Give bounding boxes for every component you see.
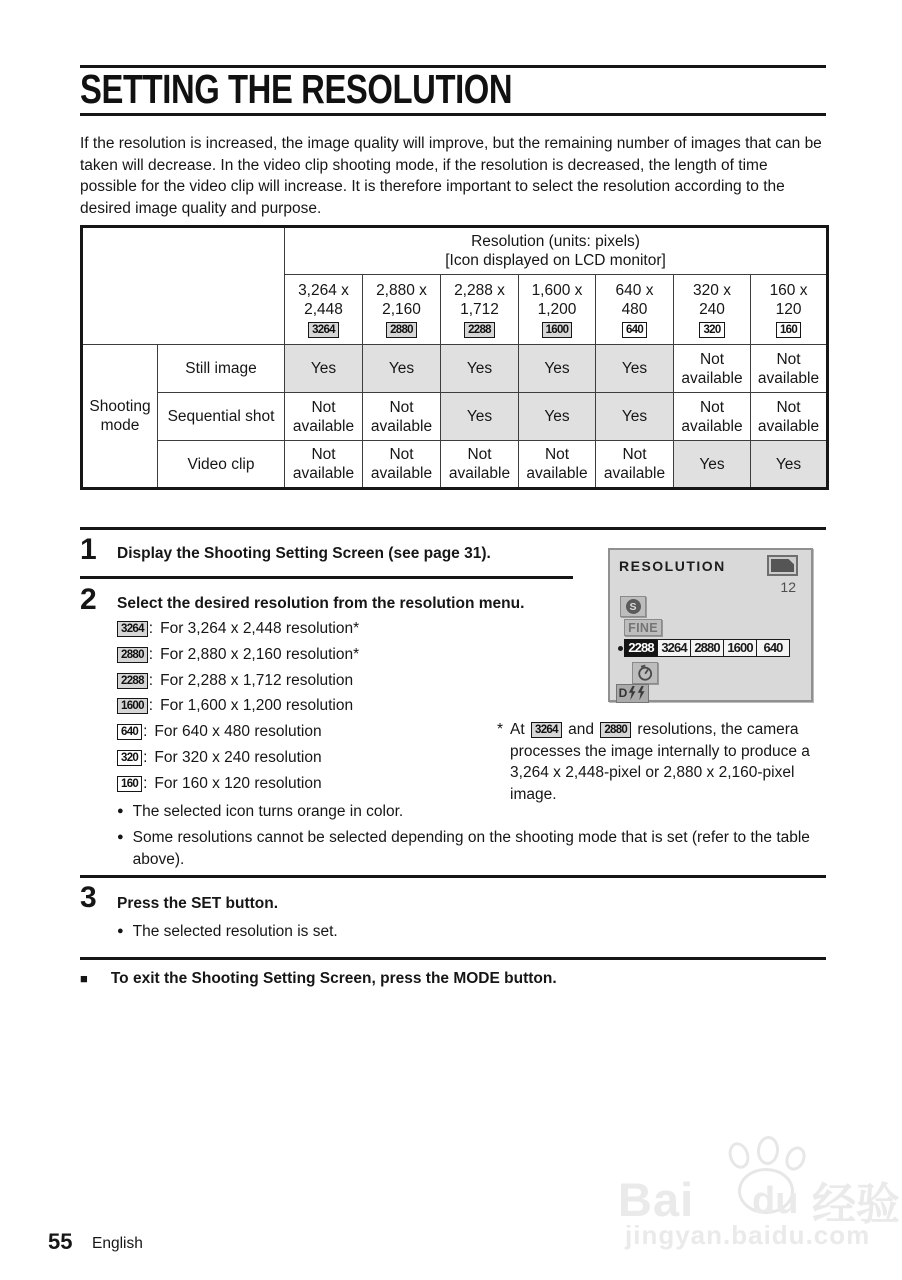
menu-item-2880: 2880 [690,639,724,657]
table-cell: Not available [674,393,751,441]
table-cell: Yes [441,345,519,393]
step2-heading: Select the desired resolution from the resolution menu. [117,595,525,612]
option-text: For 1,600 x 1,200 resolution [160,697,354,715]
resolution-3264-icon: 3264 [117,621,148,637]
watermark-brand-cn: 经验 [812,1180,900,1229]
bullet-icon: ● [117,925,124,937]
bullet-text: The selected icon turns orange in color. [132,803,404,820]
scene-letter: S [626,599,641,614]
column-res-line1: 2,288 x [454,281,505,299]
resolution-option [117,670,359,696]
resolution-option [117,644,359,670]
column-res-line1: 640 x [615,281,654,299]
self-timer-icon [632,662,658,684]
option-text: For 320 x 240 resolution [154,748,322,766]
exit-note [80,968,826,989]
clock-glyph [636,664,654,682]
section-rule [80,527,826,530]
image-quality-fine-label: FINE [624,619,662,636]
column-res-line2: 2,160 [382,300,421,318]
table-cell: Not available [285,393,363,441]
table-cell: Not available [285,441,363,489]
column-res-line2: 120 [775,300,802,318]
step1-heading: Display the Shooting Setting Screen (see page 31). [117,545,491,562]
step3-number: 3 [80,881,97,914]
resolution-1600-icon: 1600 [542,322,573,338]
table-cell: Yes [363,345,441,393]
resolution-option [117,721,359,747]
resolution-320-icon: 320 [117,750,142,766]
table-cell: Yes [519,345,596,393]
colon: : [148,671,154,689]
flash-letter: D [618,686,628,700]
page-title: SETTING THE RESOLUTION [80,66,513,112]
section-rule [80,957,826,960]
colon: : [148,620,154,637]
column-res-line2: 240 [699,300,725,318]
footnote-conj: and [568,721,594,738]
table-cell: Not available [363,441,441,489]
selection-dot-icon [618,646,623,651]
watermark-brand-latin: Bai [618,1173,695,1226]
resolution-2880-icon: 2880 [386,322,417,338]
flash-bolts-glyph [628,686,646,701]
table-cell: Not available [441,441,519,489]
table-corner-cell [82,227,285,345]
table-cell: Yes [674,441,751,489]
footnote [497,719,837,805]
resolution-menu-row [618,639,790,657]
colon: : [143,748,148,766]
menu-item-2288: 2288 [624,639,658,657]
row-label: Video clip [158,441,285,489]
step-divider-rule [80,576,573,579]
column-res-line2: 480 [621,300,648,318]
watermark-brand-latin2: du [752,1180,799,1222]
flash-menu-icon [616,684,649,703]
step1-number: 1 [80,533,97,566]
resolution-option-list [117,618,359,799]
bullet-text: The selected resolution is set. [132,923,338,940]
table-cell: Yes [596,345,674,393]
bullet-icon: ● [117,831,124,844]
column-res-line2: 1,712 [460,300,499,318]
paw-toe-icon [725,1140,752,1172]
resolution-640-icon: 640 [622,322,647,338]
menu-item-3264: 3264 [657,639,691,657]
row-label: Sequential shot [158,393,285,441]
column-header [285,275,363,345]
table-cell: Not available [674,345,751,393]
column-res-line1: 320 x [693,281,731,299]
exit-note-text: To exit the Shooting Setting Screen, press the MODE button. [110,970,557,987]
colon: : [143,723,148,741]
column-res-line1: 3,264 x [298,281,349,299]
option-text: For 2,880 x 2,160 resolution* [160,645,360,663]
step3-heading: Press the SET button. [117,895,279,912]
table-cell: Yes [285,345,363,393]
table-cell: Not available [751,393,828,441]
step3-bullet-list [117,921,829,947]
resolution-2880-icon: 2880 [117,647,148,663]
column-header [751,275,828,345]
paw-toe-icon [782,1143,810,1174]
footnote-lead: At [510,721,525,738]
scene-mode-icon [620,596,646,617]
bullet-item [117,921,829,943]
resolution-320-icon: 320 [699,322,724,338]
column-header [519,275,596,345]
column-header [674,275,751,345]
table-cell: Yes [519,393,596,441]
resolution-option [117,747,359,773]
resolution-2288-icon: 2288 [117,673,148,689]
resolution-3264-icon: 3264 [531,722,562,738]
row-label: Still image [158,345,285,393]
battery-fill [771,559,794,572]
page-language: English [92,1235,143,1252]
menu-item-640: 640 [756,639,790,657]
title-bottom-rule [80,113,826,116]
resolution-640-icon: 640 [117,724,142,740]
paw-toe-icon [756,1135,780,1166]
table-header-title-line1: Resolution (units: pixels) [471,233,640,250]
battery-icon [767,555,798,576]
resolution-table [80,225,826,490]
table-cell: Yes [596,393,674,441]
column-res-line2: 2,448 [304,300,343,318]
table-cell: Not available [596,441,674,489]
lcd-menu-title: RESOLUTION [619,558,726,574]
column-res-line1: 1,600 x [531,281,583,299]
option-text: For 2,288 x 1,712 resolution [160,671,354,689]
table-cell: Not available [363,393,441,441]
resolution-160-icon: 160 [117,776,142,792]
watermark-url: jingyan.baidu.com [625,1220,871,1250]
menu-item-1600: 1600 [723,639,757,657]
colon: : [143,774,148,792]
bullet-item [117,827,829,870]
table-header-title-line2: [Icon displayed on LCD monitor] [445,252,666,269]
resolution-2288-icon: 2288 [464,322,495,338]
table-cell: Yes [751,441,828,489]
colon: : [148,645,154,663]
table-header-title [285,227,828,275]
option-text: For 160 x 120 resolution [154,774,322,792]
step2-bullet-list [117,801,829,875]
section-rule [80,875,826,878]
intro-paragraph: If the resolution is increased, the image quality will improve, but the remaining number of images that can be taken will decrease. In the video clip shooting mode, if the resolution is decreased, the length of time possible for the video clip will increase. It is therefore important to select the resolution according to the desired image quality and purpose. [80,135,822,217]
column-res-line1: 160 x [769,281,808,299]
page-number: 55 [48,1229,73,1254]
footnote-body [510,719,837,805]
column-res-line2: 1,200 [537,300,577,318]
resolution-option [117,773,359,799]
table-cell: Not available [751,345,828,393]
footnote-rest: resolutions, the camera processes the image internally to produce a 3,264 x 2,448-pixel or 2,880 x 2,160-pixel image. [510,721,810,803]
option-text: For 640 x 480 resolution [154,723,322,741]
column-res-line1: 2,880 x [376,281,427,299]
option-text: For 3,264 x 2,448 resolution* [160,620,360,637]
resolution-3264-icon: 3264 [308,322,339,338]
resolution-option [117,618,359,644]
bullet-icon: ● [117,805,124,817]
bullet-text: Some resolutions cannot be selected depending on the shooting mode that is set (refer to the table above). [132,829,810,868]
resolution-160-icon: 160 [776,322,801,338]
column-header [363,275,441,345]
square-bullet-icon: ■ [80,971,88,986]
table-cell: Not available [519,441,596,489]
resolution-option [117,695,359,721]
column-header [441,275,519,345]
remaining-shots-count: 12 [780,579,796,595]
asterisk: * [497,721,504,738]
step2-number: 2 [80,583,97,616]
resolution-2880-icon: 2880 [600,722,631,738]
colon: : [148,697,154,715]
lcd-screen-illustration [608,548,813,702]
column-header [596,275,674,345]
resolution-1600-icon: 1600 [117,698,148,714]
row-group-label: Shooting mode [82,345,158,489]
table-cell: Yes [441,393,519,441]
